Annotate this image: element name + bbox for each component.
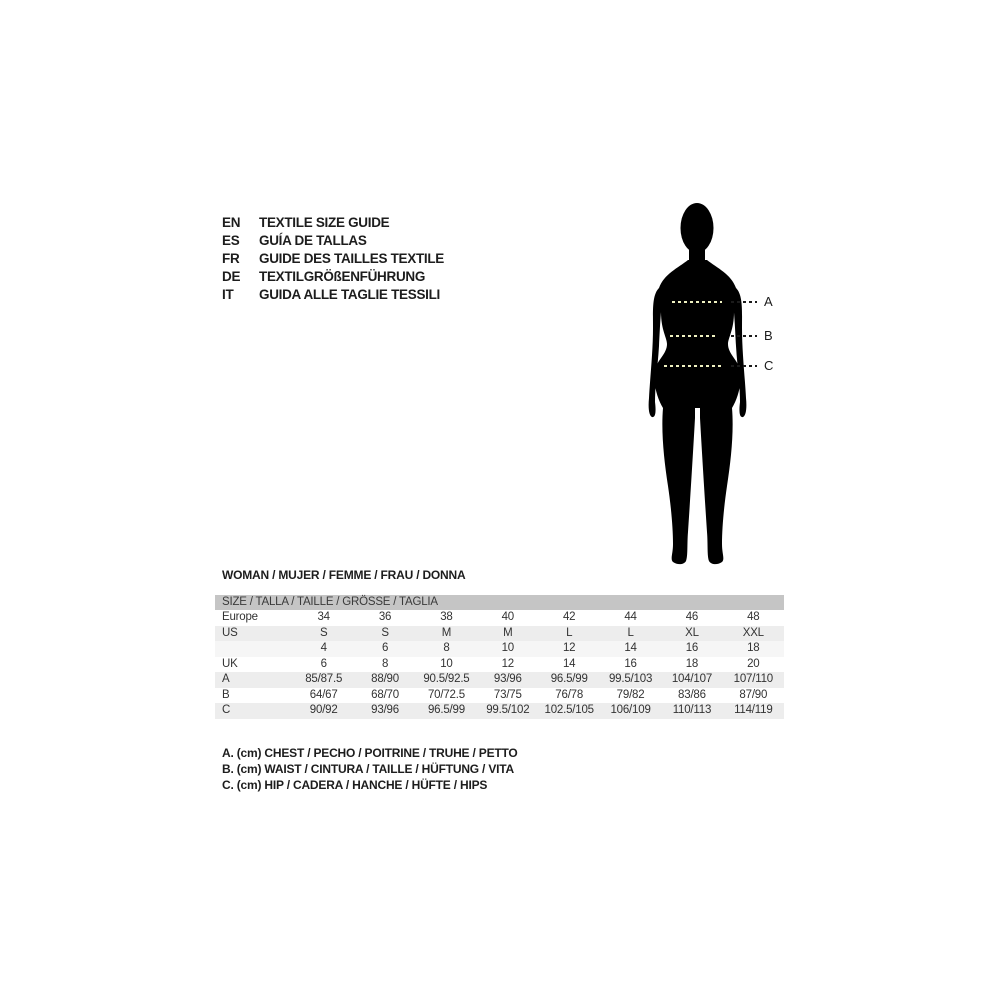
waist-dash-line [670,335,718,337]
woman-silhouette-figure [640,202,760,570]
language-title: GUIDE DES TAILLES TEXTILE [259,251,445,266]
table-row-us-numeric [215,641,784,657]
table-cell: 12 [501,657,515,670]
row-label: B [222,688,230,701]
table-cell: L [566,626,573,639]
language-row-it [222,286,444,304]
table-cell: 8 [443,642,450,654]
table-cell: 114/119 [734,704,773,716]
table-cell: 40 [501,611,515,623]
language-row-fr [222,250,444,268]
measurement-legend [222,745,518,793]
table-cell: M [441,626,452,639]
table-cell: 20 [747,657,760,670]
language-title: TEXTILE SIZE GUIDE [259,215,390,230]
language-row-de [222,268,444,286]
legend-chest: A. (cm) CHEST / PECHO / POITRINE / TRUHE / PETTO [222,746,518,760]
gender-heading: WOMAN / MUJER / FEMME / FRAU / DONNA [222,568,466,582]
table-cell: 104/107 [671,673,713,685]
table-cell: 99.5/102 [486,704,530,716]
table-cell: 14 [562,657,576,670]
table-row-us [215,626,784,642]
table-cell: 88/90 [371,673,399,685]
row-label: Europe [222,611,258,623]
row-label: UK [222,657,238,670]
table-cell: 93/96 [493,673,522,685]
table-cell: 16 [685,642,699,654]
table-cell: 110/113 [672,704,712,716]
language-code: EN [222,215,241,230]
language-title: TEXTILGRÖßENFÜHRUNG [259,269,426,284]
table-cell: 42 [562,611,576,623]
table-cell: 96.5/99 [427,704,465,716]
marker-b-label: B [764,328,773,343]
chest-dash-line [672,301,722,303]
table-cell: 79/82 [616,688,645,701]
language-row-en [222,214,444,232]
marker-c-label: C [764,358,774,373]
table-cell: 99.5/103 [608,673,653,685]
table-cell: 83/86 [678,688,706,701]
table-cell: 6 [320,657,327,670]
table-cell: 46 [685,611,699,623]
table-row-europe [215,610,784,626]
table-cell: 14 [624,642,637,654]
waist-leader-line [731,335,757,337]
table-cell: 106/109 [610,704,651,716]
table-cell: 102.5/105 [544,704,594,716]
table-cell: S [319,626,328,639]
table-row-uk [215,657,784,673]
table-cell: 8 [381,657,389,670]
table-cell: 87/90 [739,688,768,701]
table-cell: L [627,626,634,639]
table-cell: S [381,626,389,639]
table-cell: 18 [747,642,760,654]
language-code: ES [222,233,240,248]
table-cell: 36 [378,611,392,623]
language-code: DE [222,269,241,284]
legend-hip: C. (cm) HIP / CADERA / HANCHE / HÜFTE / HIPS [222,778,488,792]
table-cell: 76/78 [555,688,584,701]
table-cell: 90.5/92.5 [423,673,470,685]
language-list [222,214,444,304]
row-label: C [222,704,231,716]
language-row-es [222,232,444,250]
table-cell: 64/67 [309,688,338,701]
table-cell: 10 [440,657,453,670]
hip-leader-line [731,365,757,367]
table-cell: 70/72.5 [427,688,465,701]
table-cell: 107/110 [733,673,773,685]
language-title: GUIDA ALLE TAGLIE TESSILI [259,287,440,302]
marker-a-label: A [764,294,773,309]
table-cell: 6 [381,642,389,654]
table-row-hip-c [215,703,784,719]
table-cell: XL [685,626,699,639]
table-cell: 38 [440,611,453,623]
legend-waist: B. (cm) WAIST / CINTURA / TAILLE / HÜFTUNG / VITA [222,762,514,776]
table-cell: 48 [747,611,760,623]
table-cell: 73/75 [493,688,522,701]
language-code: IT [222,287,234,302]
size-table [215,595,784,719]
table-row-waist-b [215,688,784,704]
table-cell: 12 [562,642,576,654]
language-title: GUÍA DE TALLAS [259,233,367,248]
table-row-chest-a [215,672,784,688]
table-cell: 16 [624,657,637,670]
row-label: A [222,673,230,685]
table-cell: 68/70 [371,688,399,701]
table-cell: 93/96 [371,704,399,716]
size-table-header: SIZE / TALLA / TAILLE / GRÖSSE / TAGLIA [215,595,784,610]
table-cell: 85/87.5 [305,673,343,685]
table-cell: 18 [685,657,699,670]
row-label [215,641,293,657]
table-cell: 44 [624,611,637,623]
table-cell: M [503,626,513,639]
row-label: US [222,626,238,639]
hip-dash-line [664,365,723,367]
table-cell: XXL [742,626,764,639]
table-cell: 96.5/99 [550,673,588,685]
table-cell: 10 [501,642,515,654]
table-cell: 90/92 [309,704,338,716]
chest-leader-line [731,301,757,303]
language-code: FR [222,251,240,266]
table-cell: 4 [320,642,327,654]
table-cell: 34 [317,611,330,623]
